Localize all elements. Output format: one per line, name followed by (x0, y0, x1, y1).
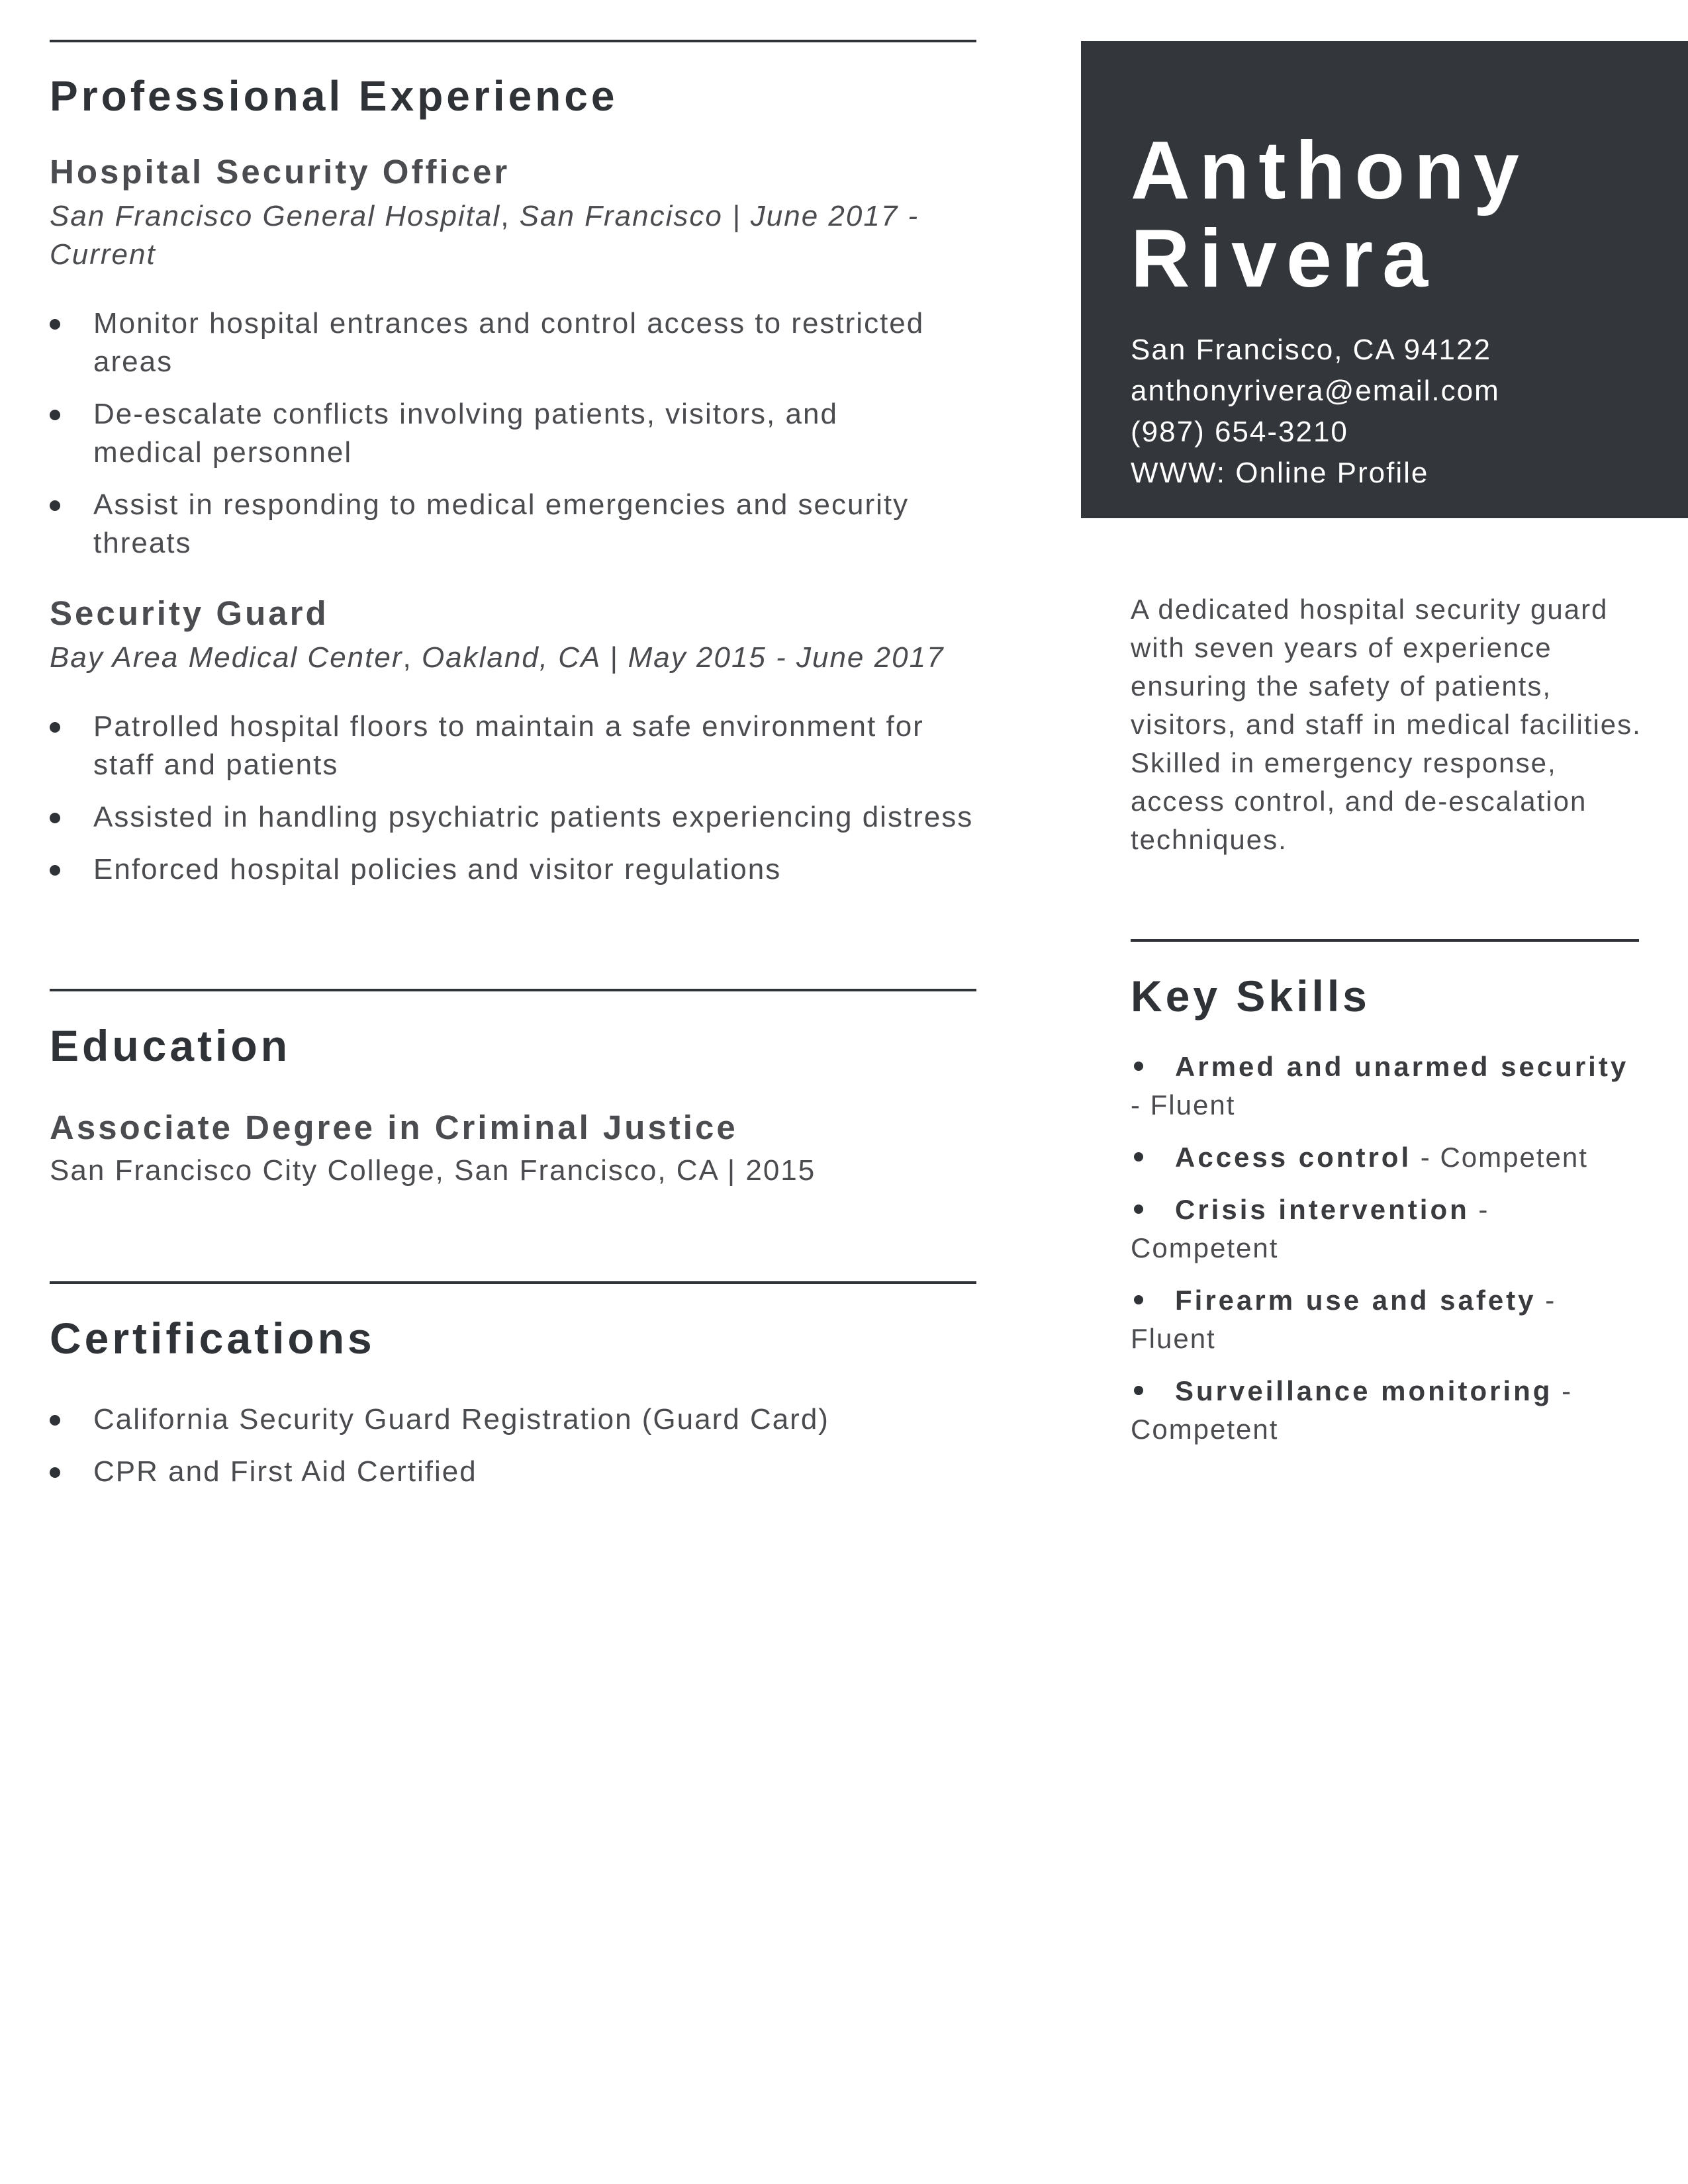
certifications-heading: Certifications (50, 1314, 375, 1363)
job-bullet: Monitor hospital entrances and control access to restricted areas (50, 304, 957, 381)
skill-level: Competent (1440, 1142, 1588, 1173)
job-bullets (50, 707, 976, 889)
skill-name: Surveillance monitoring (1175, 1375, 1553, 1406)
job-title: Hospital Security Officer (50, 153, 510, 191)
candidate-name (1131, 127, 1528, 303)
section-divider (1131, 939, 1639, 942)
job-entry (50, 594, 976, 889)
education-heading: Education (50, 1021, 291, 1070)
job-dates: June 2017 - Current (50, 200, 919, 271)
degree-title: Associate Degree in Criminal Justice (50, 1109, 738, 1146)
job-bullet: De-escalate conflicts involving patients, visitors, and medical personnel (50, 395, 957, 472)
education-section (50, 989, 976, 1190)
name-last: Rivera (1131, 213, 1438, 304)
skill-name: Crisis intervention (1175, 1194, 1470, 1225)
certifications-section (50, 1281, 976, 1505)
section-divider (50, 989, 976, 991)
job-bullet: Assisted in handling psychiatric patients experiencing distress (50, 798, 976, 837)
section-divider (50, 40, 976, 42)
skill-level: Fluent (1150, 1089, 1236, 1120)
job-dates: May 2015 - June 2017 (628, 641, 945, 674)
job-entry (50, 152, 976, 563)
skill-item: Armed and unarmed security - Fluent (1131, 1051, 1629, 1120)
contact-website[interactable]: WWW: Online Profile (1131, 457, 1429, 489)
certification-item: CPR and First Aid Certified (50, 1453, 976, 1491)
contact-info (1131, 330, 1500, 494)
job-bullet: Enforced hospital policies and visitor regulations (50, 850, 976, 889)
skill-name: Armed and unarmed security (1175, 1051, 1629, 1082)
job-employer: Bay Area Medical Center (50, 641, 403, 674)
skill-item: Firearm use and safety - Fluent (1131, 1285, 1556, 1354)
section-divider (50, 1281, 976, 1284)
skill-item: Crisis intervention - Competent (1131, 1194, 1489, 1263)
skill-level: Fluent (1131, 1323, 1216, 1354)
job-location: Oakland, CA (421, 641, 600, 674)
header-panel (1081, 41, 1688, 518)
contact-phone[interactable]: (987) 654-3210 (1131, 416, 1348, 448)
skill-name: Firearm use and safety (1175, 1285, 1536, 1316)
skill-item: Surveillance monitoring - Competent (1131, 1375, 1573, 1445)
education-details: San Francisco City College, San Francisco, CA | 2015 (50, 1154, 816, 1187)
skills-heading: Key Skills (1131, 972, 1370, 1021)
skills-list (1131, 1048, 1640, 1449)
skill-level: Competent (1131, 1232, 1279, 1263)
skill-level: Competent (1131, 1414, 1279, 1445)
certification-item: California Security Guard Registration (Guard Card) (50, 1400, 976, 1439)
main-column (50, 40, 976, 903)
experience-heading: Professional Experience (50, 72, 618, 120)
contact-email[interactable]: anthonyrivera@email.com (1131, 375, 1500, 407)
job-location: San Francisco (519, 200, 723, 232)
profile-summary: A dedicated hospital security guard with seven years of experience ensuring the safety of patients, visitors, and staff in medical facilities. Skilled in emergency response, access control, and de-escalation techniques. (1131, 594, 1642, 855)
job-title: Security Guard (50, 594, 329, 632)
job-employer: San Francisco General Hospital (50, 200, 501, 232)
contact-location: San Francisco, CA 94122 (1131, 334, 1491, 366)
job-bullet: Patrolled hospital floors to maintain a safe environment for staff and patients (50, 707, 947, 784)
certification-list (50, 1400, 976, 1491)
name-first: Anthony (1131, 125, 1528, 216)
skill-name: Access control (1175, 1142, 1412, 1173)
job-meta: Bay Area Medical Center, Oakland, CA | May 2015 - June 2017 (50, 641, 945, 674)
job-bullets (50, 304, 957, 563)
job-meta: San Francisco General Hospital, San Francisco | June 2017 - Current (50, 200, 919, 271)
skills-section (1131, 939, 1640, 1463)
job-bullet: Assist in responding to medical emergencies and security threats (50, 486, 957, 563)
skill-item: Access control - Competent (1175, 1142, 1588, 1173)
